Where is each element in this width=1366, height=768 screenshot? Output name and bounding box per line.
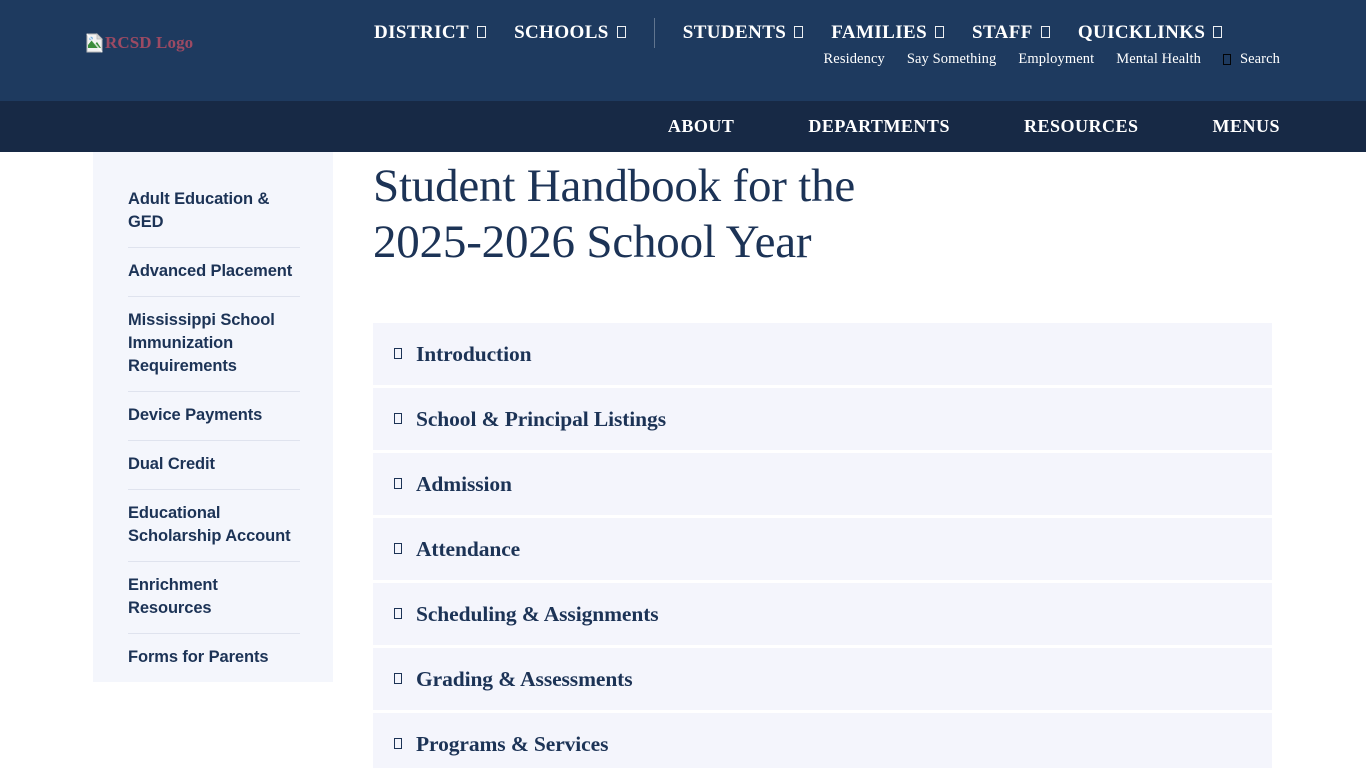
sub-nav-item-departments[interactable]: DEPARTMENTS [808, 116, 950, 136]
accordion-item-label: Introduction [416, 341, 532, 366]
logo-alt-text: RCSD Logo [105, 33, 194, 52]
accordion-item-admission[interactable] [373, 453, 1272, 515]
chevron-down-icon [935, 26, 944, 38]
sub-navigation-bar [0, 101, 1366, 152]
secondary-navigation [824, 51, 1280, 68]
sidebar-item-label: Advanced Placement [128, 247, 300, 296]
page-body [0, 152, 1366, 768]
primary-nav-group-district-schools [374, 22, 626, 44]
secondary-link-employment[interactable]: Employment [1018, 51, 1095, 67]
accordion-item-attendance[interactable] [373, 518, 1272, 580]
nav-item-quicklinks[interactable] [1078, 22, 1223, 44]
sidebar-item-educational-scholarship-account[interactable] [93, 489, 333, 561]
sidebar-item-immunization-requirements[interactable] [93, 296, 333, 391]
expand-icon [394, 543, 402, 554]
secondary-link-mental-health[interactable]: Mental Health [1116, 51, 1201, 67]
nav-item-district[interactable] [374, 22, 486, 44]
secondary-link-say-something[interactable]: Say Something [906, 51, 997, 67]
accordion-item-scheduling-assignments[interactable] [373, 583, 1272, 645]
accordion-item-label: Admission [416, 471, 512, 496]
accordion-item-introduction[interactable] [373, 323, 1272, 385]
nav-divider [654, 18, 655, 48]
search-label: Search [1239, 51, 1280, 67]
chevron-down-icon [794, 26, 803, 38]
accordion-item-label: Attendance [416, 536, 521, 561]
sub-nav-item-about[interactable]: ABOUT [667, 116, 735, 136]
accordion-item-label: Scheduling & Assignments [416, 601, 659, 626]
nav-item-students-label: STUDENTS [682, 22, 787, 43]
accordion-item-label: Programs & Services [416, 731, 609, 756]
sidebar-navigation [93, 152, 333, 682]
accordion-item-grading-assessments[interactable] [373, 648, 1272, 710]
sidebar-item-forms-for-parents[interactable] [93, 633, 333, 682]
sidebar-item-adult-education-ged[interactable] [93, 176, 333, 247]
sidebar-item-label: Dual Credit [128, 440, 300, 489]
nav-item-schools[interactable] [514, 22, 626, 44]
main-content [373, 152, 1272, 768]
page-title: Student Handbook for the 2025-2026 School Year [373, 160, 856, 268]
sidebar-item-label: Adult Education & GED [128, 190, 270, 231]
site-header [0, 0, 1366, 101]
sidebar-item-label: Educational Scholarship Account [128, 489, 300, 561]
broken-image-icon [86, 33, 103, 53]
primary-navigation [374, 18, 1222, 48]
accordion-item-label: School & Principal Listings [416, 406, 666, 431]
accordion-item-label: Grading & Assessments [416, 666, 633, 691]
sidebar-item-label: Forms for Parents [128, 633, 300, 682]
expand-icon [394, 608, 402, 619]
sub-nav-item-resources[interactable]: RESOURCES [1023, 116, 1139, 136]
chevron-down-icon [1213, 26, 1222, 38]
handbook-section-list [373, 323, 1272, 768]
expand-icon [394, 413, 402, 424]
accordion-item-programs-services[interactable] [373, 713, 1272, 768]
sidebar-item-label: Mississippi School Immunization Requirements [128, 296, 300, 391]
sidebar-item-label: Device Payments [128, 391, 300, 440]
expand-icon [394, 478, 402, 489]
expand-icon [394, 348, 402, 359]
nav-item-students[interactable] [683, 22, 804, 44]
chevron-down-icon [1041, 26, 1050, 38]
expand-icon [394, 738, 402, 749]
primary-nav-group-audiences [683, 22, 1223, 44]
nav-item-schools-label: SCHOOLS [514, 22, 609, 43]
chevron-down-icon [477, 26, 486, 38]
search-button[interactable] [1223, 51, 1280, 68]
nav-item-staff-label: STAFF [972, 22, 1033, 43]
nav-item-families-label: FAMILIES [831, 22, 928, 43]
secondary-link-residency[interactable]: Residency [823, 51, 885, 67]
expand-icon [394, 673, 402, 684]
nav-item-quicklinks-label: QUICKLINKS [1077, 22, 1206, 43]
accordion-item-school-principal-listings[interactable] [373, 388, 1272, 450]
sidebar-item-enrichment-resources[interactable] [93, 561, 333, 633]
sidebar-item-advanced-placement[interactable] [93, 247, 333, 296]
nav-item-district-label: DISTRICT [374, 22, 470, 43]
sidebar-item-dual-credit[interactable] [93, 440, 333, 489]
chevron-down-icon [617, 26, 626, 38]
nav-item-families[interactable] [831, 22, 944, 44]
sidebar-item-label: Enrichment Resources [128, 561, 300, 633]
sidebar-item-device-payments[interactable] [93, 391, 333, 440]
site-logo[interactable] [86, 33, 193, 53]
nav-item-staff[interactable] [972, 22, 1050, 44]
sub-navigation [631, 101, 1280, 152]
sub-nav-item-menus[interactable]: MENUS [1212, 116, 1280, 136]
search-icon [1223, 54, 1231, 65]
